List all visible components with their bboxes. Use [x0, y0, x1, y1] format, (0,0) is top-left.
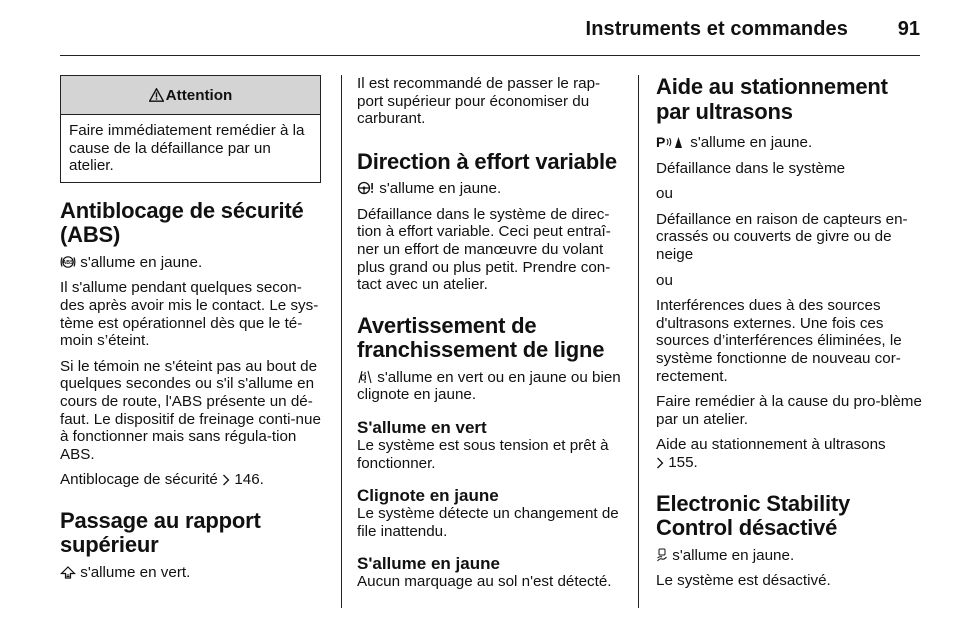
lane-text-green: Le système est sous tension et prêt à fonctionner.: [357, 437, 609, 472]
lane-text-yellow: Aucun marquage au sol n'est détecté.: [357, 573, 612, 591]
esc-paragraph: Le système est désactivé.: [656, 572, 831, 590]
lane-subheading-blink: Clignote en jaune: [357, 486, 499, 506]
parking-paragraph-2: Défaillance en raison de capteurs en-crassés ou couverts de givre ou de neige: [656, 210, 908, 263]
esc-indicator-line: [656, 547, 922, 565]
lane-subheading-green: S'allume en vert: [357, 418, 487, 438]
warning-triangle-icon: [149, 88, 164, 102]
abs-indicator-text: s'allume en jaune.: [76, 253, 203, 271]
upshift-icon: [60, 566, 76, 579]
parking-or-1: ou: [656, 185, 673, 203]
column-divider-2: [638, 75, 639, 608]
page-header: [0, 0, 960, 60]
abs-heading: Antiblocage de sécurité (ABS): [60, 197, 304, 248]
abs-reference: [60, 471, 323, 489]
lane-subsection-green: [357, 418, 622, 472]
steering-warning-icon: [357, 181, 375, 195]
column-3: [656, 75, 922, 598]
parking-or-2: ou: [656, 271, 673, 289]
esc-off-icon: [656, 548, 668, 562]
parking-heading: Aide au stationnement par ultrasons: [656, 74, 888, 124]
svg-text:P: P: [656, 135, 666, 149]
page-number: 91: [897, 18, 920, 40]
abs-paragraph-1: Il s'allume pendant quelques secon-des après avoir mis le contact. Le sys-tème est opérationnel dès que le té-moin s’éteint.: [60, 279, 319, 350]
attention-header: [61, 76, 320, 115]
lane-subheading-yellow: S'allume en jaune: [357, 554, 500, 574]
lane-text-blink: Le système détecte un changement de file inattendu.: [357, 505, 619, 540]
parking-paragraph-1: Défaillance dans le système: [656, 159, 846, 177]
column-2: [357, 75, 622, 591]
parking-reference: [656, 436, 922, 471]
page-reference-arrow-icon: [222, 474, 230, 486]
parking-reference-text: Aide au stationnement à ultrasons: [656, 436, 886, 454]
abs-reference-text: Antiblocage de sécurité: [60, 471, 223, 489]
parking-paragraph-3: Interférences dues à des sources d'ultrasons externes. Une fois ces sources d’interférences éliminées, le système fonctionne de nouveau cor-rectement.: [656, 297, 902, 385]
header-title: Instruments et commandes: [585, 18, 848, 40]
attention-title: Attention: [165, 86, 233, 104]
esc-heading: Electronic Stability Control désactivé: [656, 490, 851, 540]
attention-text: Faire immédiatement remédier à la cause de la défaillance par un atelier.: [69, 122, 305, 175]
esc-indicator-text: s'allume en jaune.: [668, 546, 795, 564]
header-rule: [60, 55, 920, 56]
svg-text:ABS: ABS: [62, 259, 74, 266]
parking-reference-page: 155.: [664, 453, 698, 471]
lane-indicator-text: s'allume en vert ou en jaune ou bien clignote en jaune.: [357, 368, 621, 404]
attention-box: [60, 75, 321, 183]
abs-warning-icon: [60, 255, 76, 269]
steering-paragraph: Défaillance dans le système de direc-tion à effort variable. Ceci peut entraî-ner un effort de manœuvre du volant plus grand ou plus petit. Prendre con-tact avec un atelier.: [357, 205, 611, 294]
shift-indicator-text: s'allume en vert.: [76, 563, 191, 581]
lane-indicator-line: [357, 369, 622, 404]
lane-subsection-blink: [357, 486, 622, 540]
shift-paragraph: Il est recommandé de passer le rap-port supérieur pour économiser du carburant.: [357, 75, 601, 128]
page-reference-arrow-icon: [656, 457, 664, 469]
steering-indicator-text: s'allume en jaune.: [375, 180, 502, 198]
parking-paragraph-4: Faire remédier à la cause du pro-blème par un atelier.: [656, 393, 922, 428]
parking-indicator-line: [656, 134, 922, 152]
abs-paragraph-2: Si le témoin ne s'éteint pas au bout de quelques secondes ou s'il s'allume en cours de route, l'ABS présente un dé-faut. Le dispositif de freinage conti-nue à fonctionner mais sans régula-tion ABS.: [60, 357, 321, 463]
parking-indicator-text: s'allume en jaune.: [686, 134, 813, 151]
shift-indicator-line: [60, 564, 323, 582]
column-divider-1: [341, 75, 342, 608]
column-1: [60, 75, 323, 590]
abs-indicator-line: [60, 254, 323, 272]
lane-departure-icon: [357, 370, 373, 384]
lane-heading: Avertissement de franchissement de ligne: [357, 312, 605, 363]
lane-subsection-yellow: [357, 554, 622, 591]
abs-reference-page: 146.: [230, 471, 264, 489]
shift-heading: Passage au rapport supérieur: [60, 507, 261, 558]
steering-heading: Direction à effort variable: [357, 148, 617, 174]
parking-sensor-icon: [656, 135, 686, 149]
steering-indicator-line: [357, 180, 622, 198]
